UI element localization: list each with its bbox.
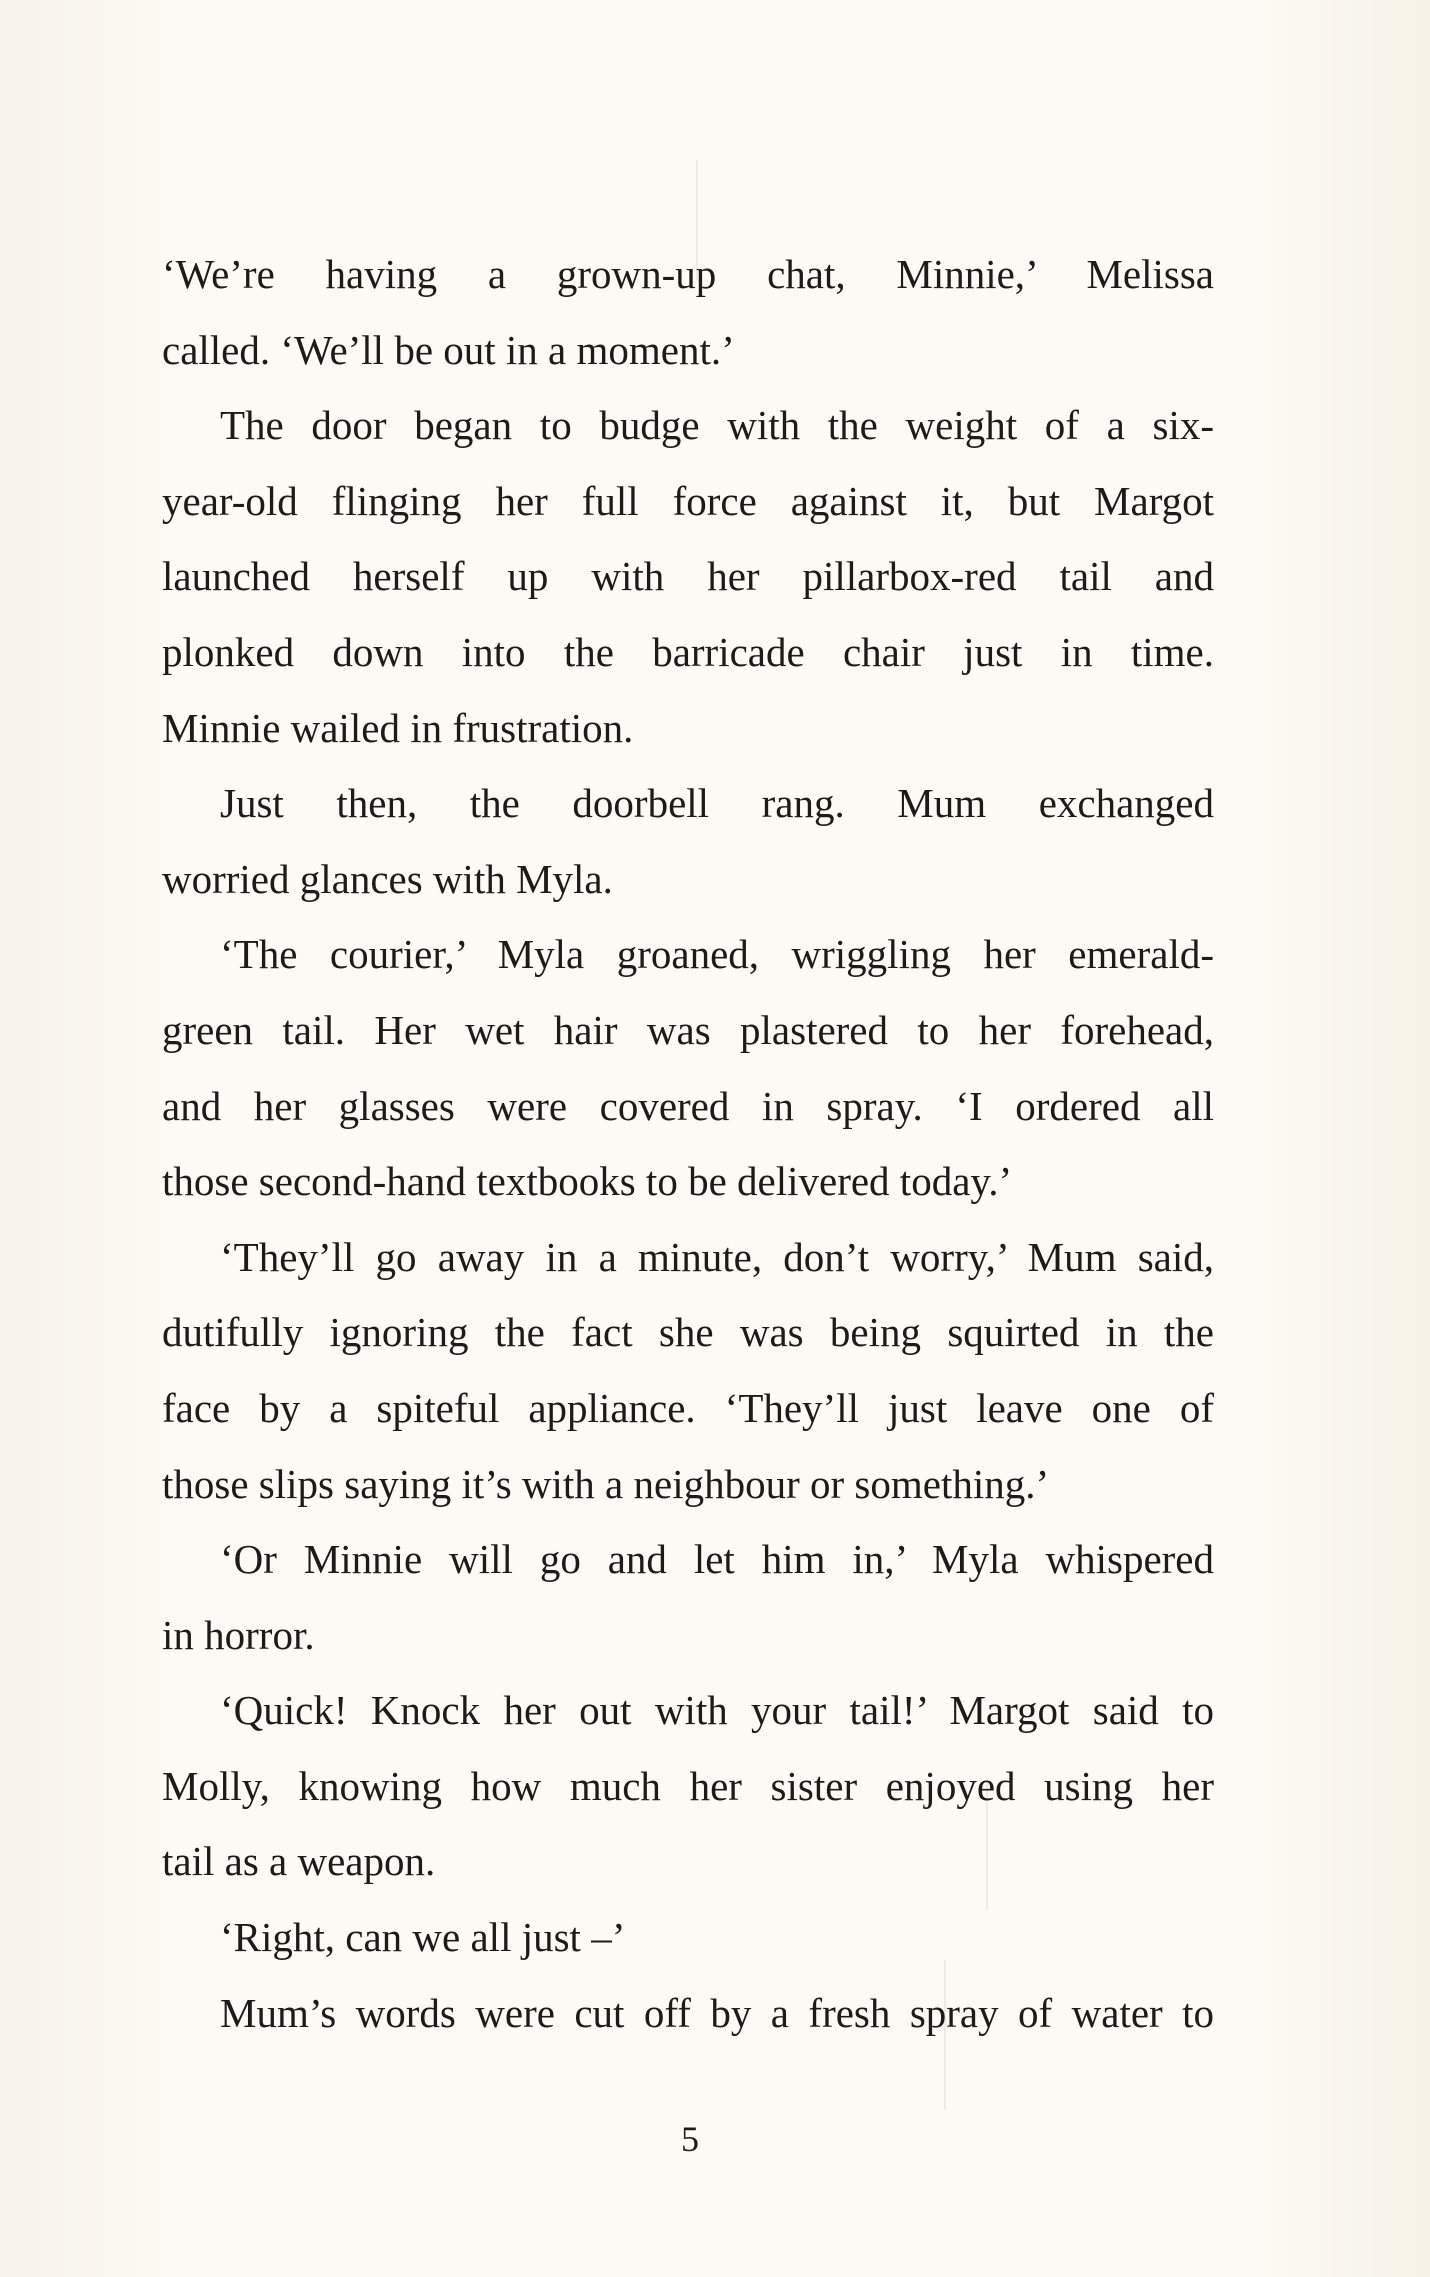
text-line: Molly, knowing how much her sister enjoyed using her [162, 1762, 1214, 1809]
text-line: green tail. Her wet hair was plastered to her forehead, [162, 1006, 1214, 1053]
text-line: in horror. [162, 1611, 315, 1658]
text-line: ‘Right, can we all just –’ [220, 1914, 626, 1961]
body-text [162, 237, 1214, 2051]
text-line: face by a spiteful appliance. ‘They’ll just leave one of [162, 1384, 1214, 1431]
text-line: called. ‘We’ll be out in a moment.’ [162, 326, 735, 373]
text-line: year-old flinging her full force against it, but Margot [162, 477, 1214, 524]
text-line: ‘We’re having a grown-up chat, Minnie,’ Melissa [162, 251, 1214, 297]
text-line: and her glasses were covered in spray. ‘I ordered all [162, 1082, 1214, 1129]
text-line: ‘Or Minnie will go and let him in,’ Myla whispered [220, 1536, 1214, 1583]
text-line: tail as a weapon. [162, 1838, 436, 1885]
text-line: plonked down into the barricade chair just in time. [162, 628, 1214, 675]
text-line: ‘Quick! Knock her out with your tail!’ Margot said to [220, 1687, 1214, 1734]
text-line: Minnie wailed in frustration. [162, 704, 634, 751]
text-line: launched herself up with her pillarbox-red tail and [162, 553, 1214, 600]
text-line: those second-hand textbooks to be delivered today.’ [162, 1158, 1013, 1205]
text-line: The door began to budge with the weight of a six- [220, 402, 1214, 449]
text-line: Mum’s words were cut off by a fresh spray of water to [220, 1989, 1214, 2036]
text-line: worried glances with Myla. [162, 855, 613, 902]
page-number: 5 [681, 2119, 699, 2159]
text-line: Just then, the doorbell rang. Mum exchanged [220, 780, 1214, 827]
text-line: those slips saying it’s with a neighbour or something.’ [162, 1460, 1050, 1507]
text-line: ‘They’ll go away in a minute, don’t worry,’ Mum said, [220, 1233, 1214, 1280]
text-line: ‘The courier,’ Myla groaned, wriggling her emerald- [220, 931, 1214, 978]
text-line: dutifully ignoring the fact she was being squirted in the [162, 1309, 1214, 1356]
